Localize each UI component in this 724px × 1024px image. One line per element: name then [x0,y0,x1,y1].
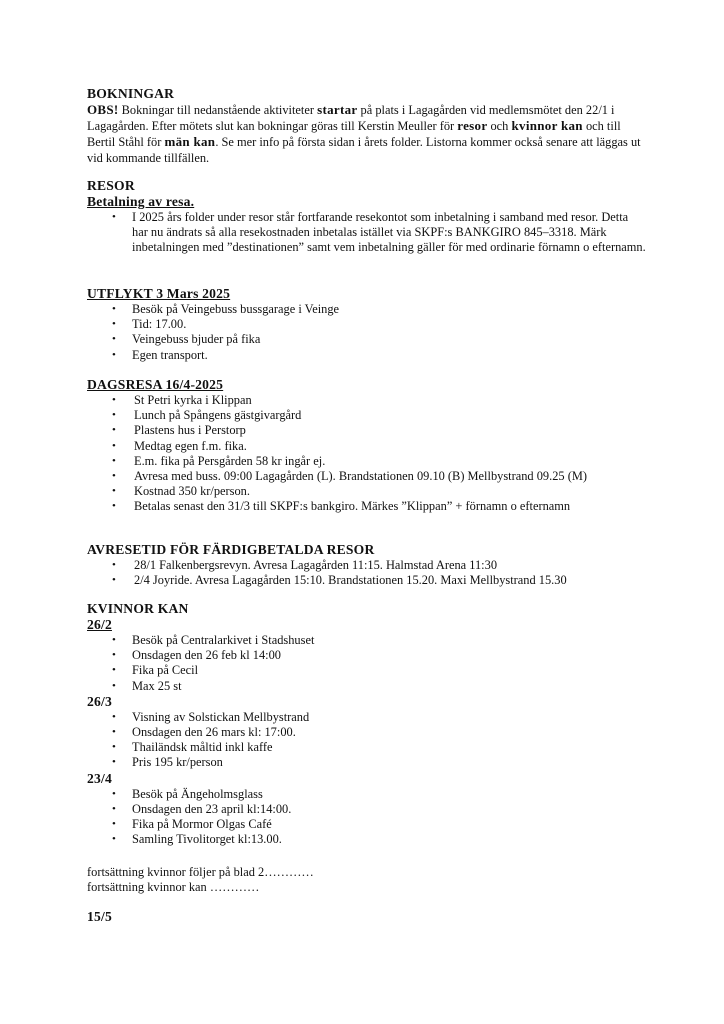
list-item: • Veingebuss bjuder på fika [87,332,647,347]
kvinnor-date-1: 26/2 [87,617,112,632]
list-item: • Fika på Mormor Olgas Café [87,817,647,832]
footer-section [87,865,647,895]
bokningar-heading: BOKNINGAR [87,86,175,101]
list-item: • Visning av Solstickan Mellbystrand [87,710,647,725]
list-item: • Medtag egen f.m. fika. [87,439,647,454]
dagsresa-list [87,393,647,515]
bokningar-text-3: och [487,119,512,134]
list-item: • Onsdagen den 26 mars kl: 17:00. [87,725,647,740]
list-item: • Besök på Veingebuss bussgarage i Veinge [87,302,647,317]
kvinnor-heading: KVINNOR KAN [87,601,189,616]
list-item: • E.m. fika på Persgården 58 kr ingår ej. [87,454,647,469]
footer-line-2: fortsättning kvinnor kan ………… [87,880,260,895]
bokningar-text-1: Bokningar till nedanstående aktiviteter [118,103,318,117]
obs-label: OBS! [87,102,119,117]
kvinnor-kan-word: kvinnor kan [511,118,583,134]
avresetid-section [87,542,647,588]
dagsresa-section [87,377,647,515]
list-item: • Max 25 st [87,679,647,694]
avresetid-heading: AVRESETID FÖR FÄRDIGBETALDA RESOR [87,542,375,557]
bokningar-text-4: och till Bertil Ståhl för [87,119,621,150]
kvinnor-list-1 [87,633,647,694]
resor-word: resor [457,118,488,134]
list-item: • Plastens hus i Perstorp [87,423,647,438]
list-item: • Onsdagen den 23 april kl:14:00. [87,802,647,817]
resor-section [87,178,647,256]
list-item: • I 2025 års folder under resor står fortfarande resekontot som inbetalning i samband med resor. Detta har nu ändrats så alla resekostnaden inbetalas istället via SKPF:s BANKGIRO 845–3318. Märk inbetalningen med ”destinationen” samt vem inbetalning gäller för med ordinarie förnamn o efternamn. [87,210,647,256]
bokningar-text-5: . Se mer info på första sidan i årets folder. Listorna kommer också senare att läggas ut vid kommande tillfällen. [87,135,641,165]
bokningar-paragraph [87,102,647,166]
list-item: • Besök på Centralarkivet i Stadshuset [87,633,647,648]
list-item: • Tid: 17.00. [87,317,647,332]
footer-line-1: fortsättning kvinnor följer på blad 2………… [87,865,314,879]
list-item: • Pris 195 kr/person [87,755,647,770]
startar-word: startar [317,102,358,117]
list-item: • Egen transport. [87,348,647,363]
kvinnor-kan-section [87,601,647,847]
list-item: • Lunch på Spångens gästgivargård [87,408,647,423]
list-item: • Onsdagen den 26 feb kl 14:00 [87,648,647,663]
kvinnor-list-3 [87,787,647,848]
list-item: • Besök på Ängeholmsglass [87,787,647,802]
list-item: • Samling Tivolitorget kl:13.00. [87,832,647,847]
list-item: • Fika på Cecil [87,663,647,678]
list-item: • Betalas senast den 31/3 till SKPF:s bankgiro. Märkes ”Klippan” + förnamn o efternamn [87,499,647,514]
kvinnor-date-2: 26/3 [87,693,112,709]
resor-heading: RESOR [87,178,135,193]
avresetid-list [87,558,647,588]
bokningar-section [87,86,647,166]
list-item: • 28/1 Falkenbergsrevyn. Avresa Lagagården 11:15. Halmstad Arena 11:30 [87,558,647,573]
man-kan-word: män kan [164,134,216,150]
utflykt-heading: UTFLYKT 3 Mars 2025 [87,286,231,301]
list-item: • St Petri kyrka i Klippan [87,393,647,408]
list-item: • Avresa med buss. 09:00 Lagagården (L). Brandstationen 09.10 (B) Mellbystrand 09.25 (M) [87,469,647,484]
utflykt-list [87,302,647,363]
resor-list [87,210,647,256]
list-item: • Thailändsk måltid inkl kaffe [87,740,647,755]
bokningar-text-2: på plats i Lagagården vid medlemsmötet den 22/1 i Lagagården. Efter mötets slut kan bokningar göras till Kerstin Meuller för [87,103,615,134]
kvinnor-list-2 [87,710,647,771]
footer-date: 15/5 [87,909,112,924]
dagsresa-heading: DAGSRESA 16/4-2025 [87,377,224,392]
utflykt-section [87,286,647,363]
betalning-subheading: Betalning av resa. [87,194,195,209]
list-item: • Kostnad 350 kr/person. [87,484,647,499]
kvinnor-date-3: 23/4 [87,770,112,786]
list-item: • 2/4 Joyride. Avresa Lagagården 15:10. Brandstationen 15.20. Maxi Mellbystrand 15.30 [87,573,647,588]
